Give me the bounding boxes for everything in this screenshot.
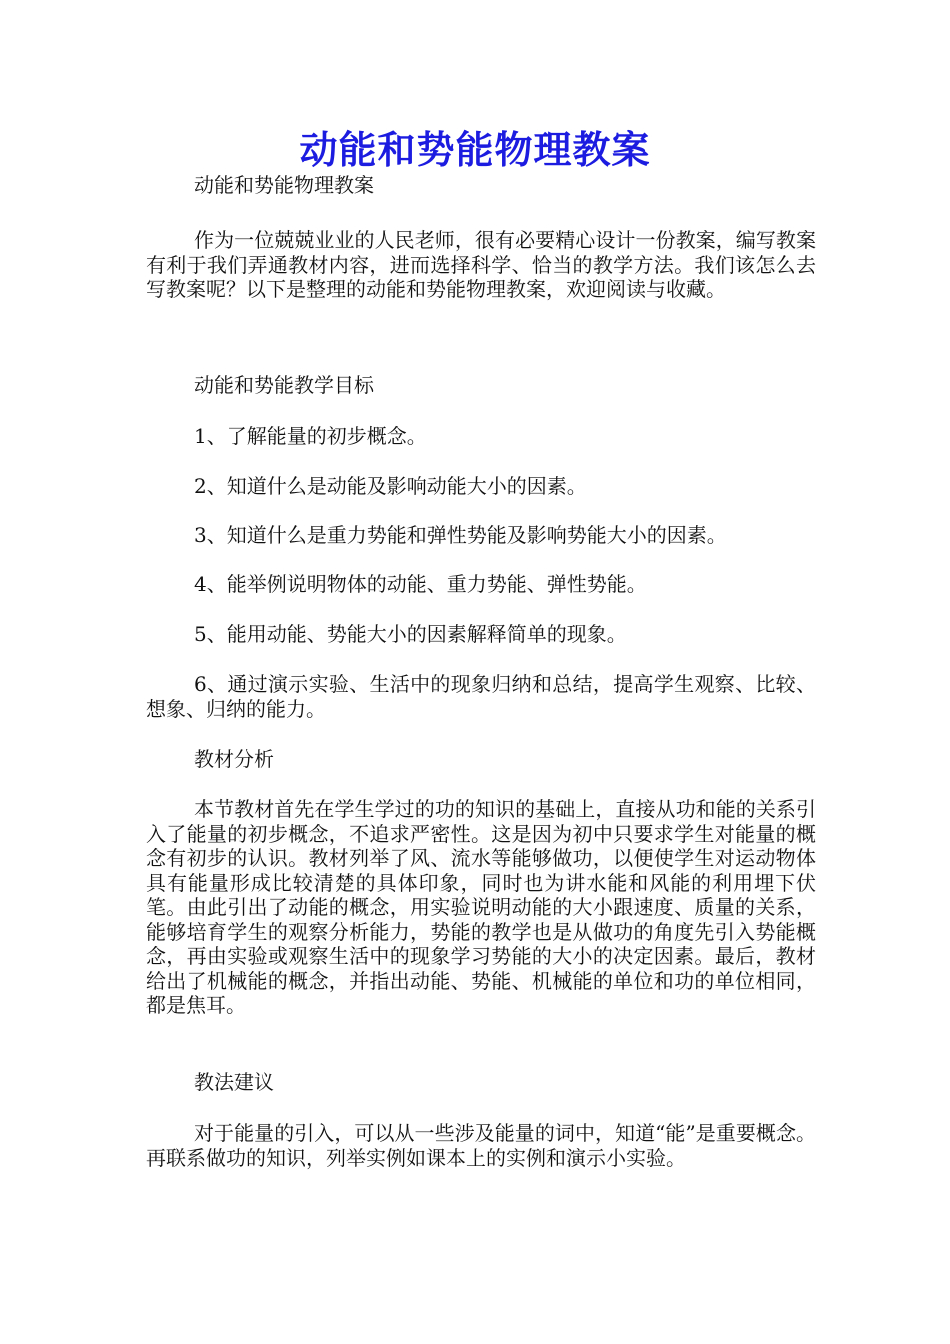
goal-item-1: 1、了解能量的初步概念。 xyxy=(194,424,427,448)
section-heading-textbook-analysis: 教材分析 xyxy=(194,747,274,771)
intro-paragraph: 作为一位兢兢业业的人民老师，很有必要精心设计一份教案，编写教案有利于我们弄通教材内容，进而选择科学、恰当的教学方法。我们该怎么去写教案呢？以下是整理的动能和势能物理教案，欢迎阅读与收藏。 xyxy=(146,228,816,301)
goal-item-5: 5、能用动能、势能大小的因素解释简单的现象。 xyxy=(194,622,627,646)
goal-item-4: 4、能举例说明物体的动能、重力势能、弹性势能。 xyxy=(194,572,647,596)
document-title: 动能和势能物理教案 xyxy=(299,128,651,172)
section-heading-teaching-goals: 动能和势能教学目标 xyxy=(194,373,374,397)
section-heading-teaching-suggestions: 教法建议 xyxy=(194,1070,274,1094)
goal-item-6: 6、通过演示实验、生活中的现象归纳和总结，提高学生观察、比较、想象、归纳的能力。 xyxy=(146,672,816,721)
goal-item-2: 2、知道什么是动能及影响动能大小的因素。 xyxy=(194,474,587,498)
teaching-suggestions-paragraph: 对于能量的引入，可以从一些涉及能量的词中，知道“能”是重要概念。再联系做功的知识，列举实例如课本上的实例和演示小实验。 xyxy=(146,1121,816,1170)
goal-item-3: 3、知道什么是重力势能和弹性势能及影响势能大小的因素。 xyxy=(194,523,727,547)
document-subtitle: 动能和势能物理教案 xyxy=(194,173,374,197)
textbook-analysis-paragraph: 本节教材首先在学生学过的功的知识的基础上，直接从功和能的关系引入了能量的初步概念，不追求严密性。这是因为初中只要求学生对能量的概念有初步的认识。教材列举了风、流水等能够做功，以便使学生对运动物体具有能量形成比较清楚的具体印象，同时也为讲水能和风能的利用埋下伏笔。由此引出了动能的概念，用实验说明动能的大小跟速度、质量的关系，能够培育学生的观察分析能力，势能的教学也是从做功的角度先引入势能概念，再由实验或观察生活中的现象学习势能的大小的决定因素。最后，教材给出了机械能的概念，并指出动能、势能、机械能的单位和功的单位相同，都是焦耳。 xyxy=(146,797,816,1017)
